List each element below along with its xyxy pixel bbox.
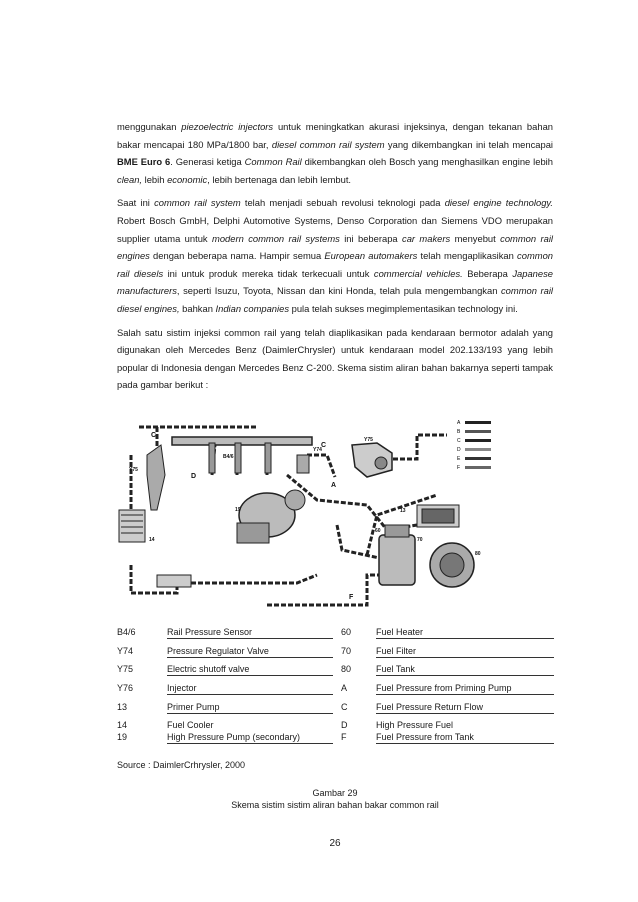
body-text (117, 118, 553, 400)
legend-row (117, 720, 557, 732)
key-line-b (465, 430, 491, 433)
diagram-drawing (117, 415, 553, 615)
label-b46: B4/6 (223, 454, 234, 460)
italic-term: common rail diesel engines, (117, 285, 553, 314)
italic-term: clean, (117, 173, 143, 185)
text-run: menggunakan (117, 121, 182, 132)
label-19: 19 (235, 507, 241, 513)
key-label-b: B (457, 429, 461, 435)
italic-term: common rail diesels (117, 250, 553, 279)
legend-description: Fuel Cooler (167, 720, 214, 731)
italic-term: European automakers (324, 250, 418, 262)
legend-code: F (341, 732, 347, 743)
text-run: . Generasi ketiga (170, 156, 245, 168)
label-d: D (191, 473, 197, 480)
source-note: Source : DaimlerCrhrysler, 2000 (117, 760, 246, 770)
label-80: 80 (475, 551, 481, 557)
legend-row (117, 732, 557, 744)
italic-term: Common Rail (244, 156, 302, 168)
label-a: A (331, 482, 337, 489)
injector-2 (235, 443, 241, 473)
bold-term: BME Euro 6 (117, 156, 171, 168)
legend-code: D (341, 720, 348, 731)
text-run: Saat ini (117, 197, 155, 209)
legend-row (117, 624, 557, 643)
tank-connector (157, 575, 191, 587)
text-run: pula telah sukses megimplementasikan technology ini. (289, 302, 518, 314)
legend-description: Injector (167, 683, 333, 695)
legend-description: Fuel Filter (376, 646, 554, 658)
legend-code: Y74 (117, 645, 134, 656)
italic-term: diesel engine technology. (444, 197, 553, 209)
text-run: telah mengaplikasikan (417, 250, 518, 262)
legend-description: Fuel Pressure from Tank (376, 732, 554, 744)
key-line-a (465, 421, 491, 424)
legend-row (117, 643, 557, 662)
legend-description: Rail Pressure Sensor (167, 627, 333, 639)
key-line-c (465, 439, 491, 442)
key-label-c: C (457, 438, 461, 444)
italic-term: Japanese manufacturers (117, 267, 553, 297)
text-run: ini untuk produk mereka tidak terkecuali untuk (163, 267, 374, 279)
italic-term: diesel common rail system (271, 138, 385, 150)
italic-term: car makers (402, 232, 451, 244)
text-run: dikembangkan oleh Bosch yang menghasilkan engine lebih (301, 156, 553, 168)
label-13: 13 (400, 508, 406, 514)
legend-description: Fuel Heater (376, 627, 554, 639)
legend-code: 80 (341, 664, 352, 675)
label-c-mid: C (321, 442, 327, 449)
legend-code: Y76 (117, 683, 134, 694)
text-run: , seperti Isuzu, Toyota, Nissan dan kini Honda, telah pula mengembangkan (176, 285, 501, 297)
key-label-a: A (457, 420, 461, 426)
text-run: Beberapa (462, 267, 513, 279)
key-line-d (465, 448, 491, 451)
italic-term: common rail system (154, 197, 241, 209)
text-run: , lebih bertenaga dan lebih lembut. (207, 173, 352, 185)
legend-code: Y75 (117, 664, 134, 675)
key-line-f (465, 466, 491, 469)
pressure-regulator (297, 455, 309, 473)
italic-term: Indian companies (215, 302, 290, 314)
paragraph-3: Salah satu sistim injeksi common rail yang telah diaplikasikan pada kendaraan bermotor adalah yang digunakan oleh Mercedes Benz (DaimlerChrysler) untuk kendaraan model 202.133/193 yang lebih popular di Indonesia dengan Mercedes Benz C-200. Skema sistim aliran bahan bakarnya seperti tampak pada gambar berikut : (117, 326, 553, 391)
legend-description: Fuel Tank (376, 664, 554, 676)
legend-code: 70 (341, 645, 352, 656)
label-60: 60 (375, 528, 381, 534)
italic-term: modern common rail systems (212, 232, 340, 244)
common-rail (172, 437, 312, 445)
fuel-system-diagram (117, 415, 553, 615)
paragraph-2 (117, 194, 553, 317)
text-run: telah menjadi sebuah revolusi teknologi pada (240, 197, 445, 209)
italic-term: piezoelectric injectors (181, 121, 274, 132)
figure-caption (117, 787, 553, 811)
text-run: Robert Bosch GmbH, Delphi Automotive Systems, Denso Corporation dan Siemens VDO merupakan supplier utama untuk (117, 214, 553, 244)
injector-y76 (147, 445, 165, 510)
text-run: menyebut (450, 232, 501, 244)
figure-number: Gambar 29 (312, 788, 358, 798)
legend-description: Fuel Pressure from Priming Pump (376, 683, 554, 695)
text-run: dengan beberapa nama. Hampir semua (149, 250, 325, 262)
legend-code: C (341, 701, 348, 712)
text-run: lebih (142, 173, 168, 185)
legend-description: Electric shutoff valve (167, 664, 333, 676)
legend-code: B4/6 (117, 627, 136, 637)
text-run: untuk meningkatkan akurasi injeksinya, dengan tekanan bahan bakar mencapai 180 MPa/1800 bar, (117, 121, 553, 150)
label-y74: Y74 (313, 447, 322, 453)
label-c-left: C (151, 432, 157, 439)
italic-term: common rail engines (117, 232, 553, 262)
label-14: 14 (149, 537, 155, 543)
text-run: bahkan (179, 302, 216, 314)
key-label-e: E (457, 456, 461, 462)
pump-housing (237, 523, 269, 543)
legend-description: High Pressure Fuel (376, 720, 454, 731)
pump-head (285, 490, 305, 510)
label-y75-left: Y75 (129, 467, 138, 473)
injector-3 (265, 443, 271, 473)
legend-description: Pressure Regulator Valve (167, 646, 333, 658)
fuel-heater (385, 525, 409, 537)
line-key (457, 420, 491, 471)
tank-pump (440, 553, 464, 577)
italic-term: economic (167, 173, 208, 185)
legend-code: 14 (117, 720, 128, 731)
injector-1 (209, 443, 215, 473)
rail-return-line (307, 455, 335, 477)
primer-pump-core (422, 509, 454, 523)
legend-description: High Pressure Pump (secondary) (167, 732, 333, 744)
text-run: yang dikembangkan ini telah mencapai (384, 138, 553, 150)
italic-term: commercial vehicles. (373, 267, 463, 279)
legend-code: 19 (117, 732, 128, 743)
label-y75-right: Y75 (364, 437, 373, 443)
legend-row (117, 680, 557, 699)
legend-row (117, 661, 557, 680)
legend-code: 60 (341, 627, 352, 637)
pump-line (287, 475, 417, 530)
legend-row (117, 699, 557, 718)
legend-table (117, 624, 557, 744)
legend-description: Primer Pump (167, 702, 333, 714)
legend-code: A (341, 683, 348, 694)
label-f: F (349, 594, 354, 601)
key-line-e (465, 457, 491, 460)
fuel-filter (379, 535, 415, 585)
text-run: ini beberapa (339, 232, 403, 244)
page-number: 26 (329, 838, 341, 849)
legend-description: Fuel Pressure Return Flow (376, 702, 554, 714)
key-label-d: D (457, 447, 461, 453)
paragraph-1 (117, 118, 553, 188)
key-label-f: F (457, 465, 461, 471)
valve-coil (375, 457, 387, 469)
legend-code: 13 (117, 701, 128, 712)
figure-title: Skema sistim sistim aliran bahan bakar common rail (231, 800, 439, 810)
label-70: 70 (417, 537, 423, 543)
